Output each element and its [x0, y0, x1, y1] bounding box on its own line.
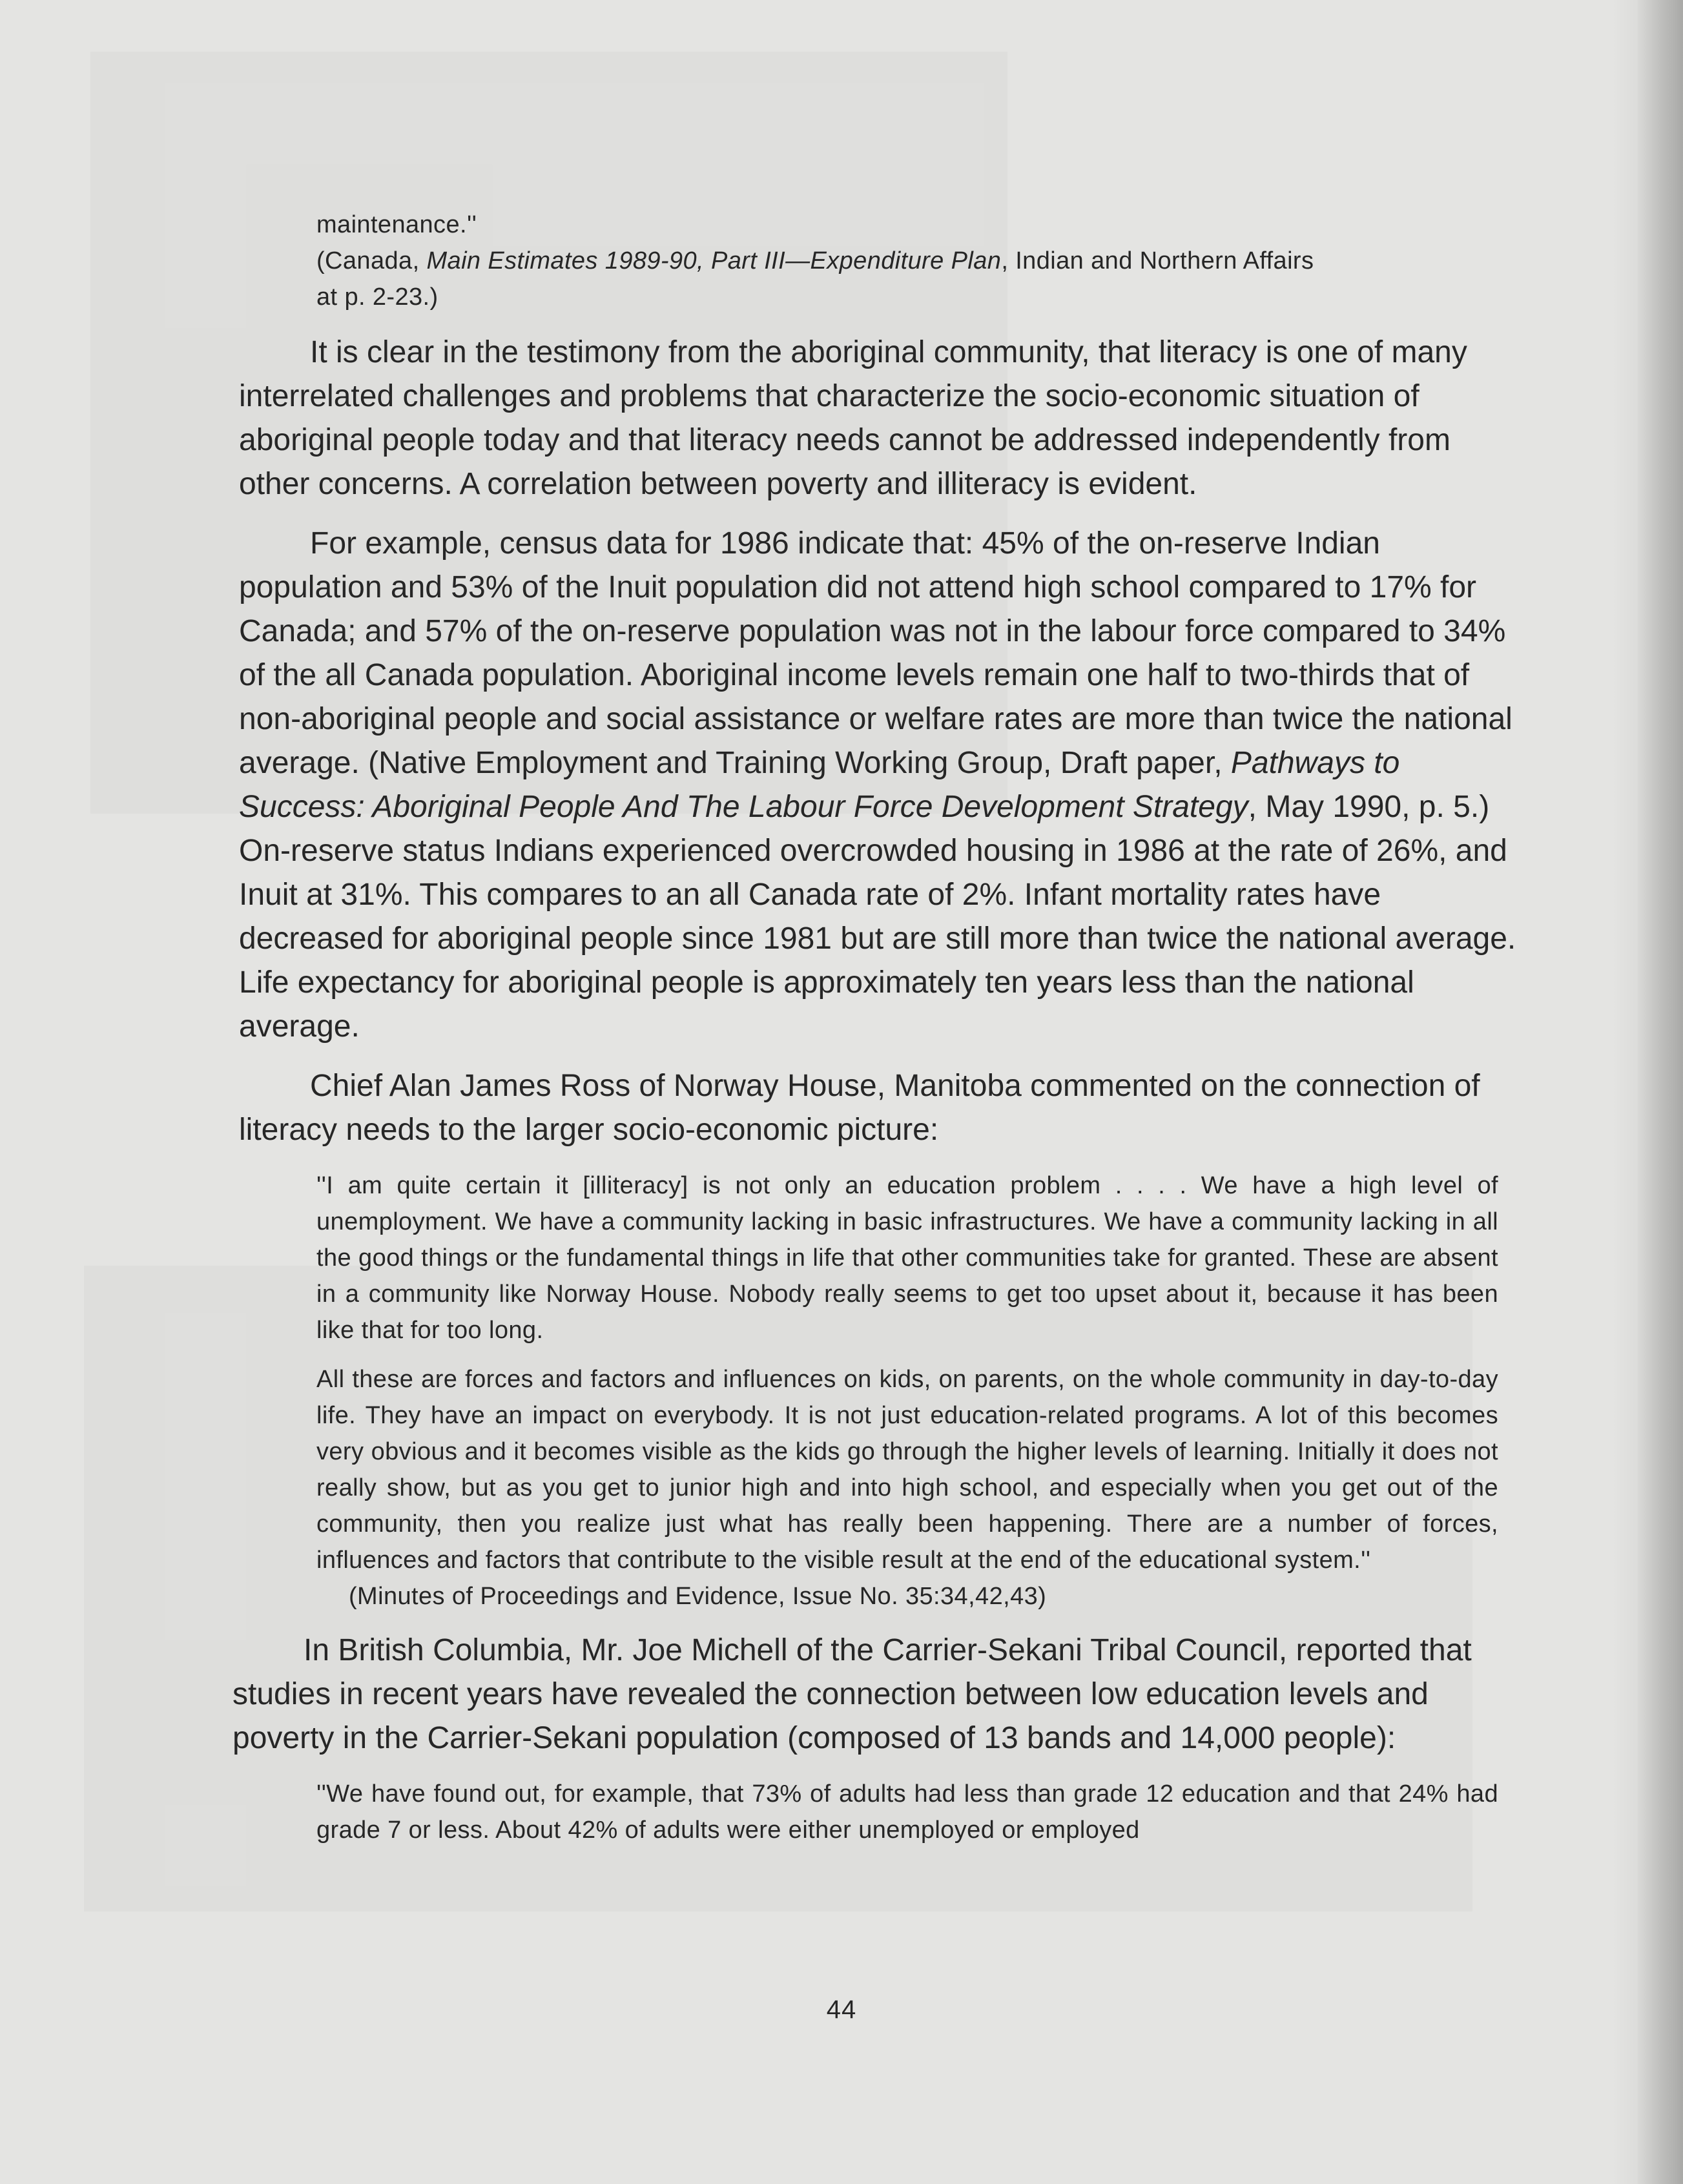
census-text-part1: For example, census data for 1986 indicate that: 45% of the on-reserve Indian population and 53% of the Inuit population did not attend high school compared to 17% for Canada; and 57% of the on-reserve population was not in the labour force compared to 34% of the all Canada population. Aboriginal income levels remain one half to two-thirds that of non-aboriginal people and social assistance or welfare rates are more than twice the national average. (Native Employment and Training Working Group, Draft paper, — [239, 526, 1513, 780]
body-paragraph-chief-ross: Chief Alan James Ross of Norway House, Manitoba commented on the connection of literacy needs to the larger socio-economic picture: — [239, 1069, 1480, 1147]
citation-suffix: , Indian and Northern Affairs — [1001, 247, 1314, 274]
page-edge — [1638, 0, 1683, 2184]
quote-paragraph: All these are forces and factors and influences on kids, on parents, on the whole community in day-to-day life. They have an impact on everybody. It is not just education-related programs. A lot of this becomes very obvious and it becomes visible as the kids go through the higher levels of learning. Initially it does not really show, but as you get to junior high and into high school, and especially when you get out of the community, then you realize just what has really been happening. There are a number of forces, influences and factors that contribute to the visible result at the end of the educational system.'' — [316, 1366, 1498, 1574]
census-text-part2: , May 1990, p. 5.) On-reserve status Indians experienced overcrowded housing in 1986 at the rate of 26%, and Inuit at 31%. This compares to an all Canada rate of 2%. Infant mortality rates have decreased for aboriginal people since 1981 but are still more than twice the national average. Life expectancy for aboriginal people is approximately ten years less than the national average. — [239, 790, 1516, 1044]
quote-paragraph: ''I am quite certain it [illiteracy] is not only an education problem . . . . We have a high level of unemployment. We have a community lacking in basic infrastructures. We have a community lacking in all the good things or the fundamental things in life that other communities take for granted. These are absent in a community like Norway House. Nobody really seems to get too upset about it, because it has been like that for too long. — [316, 1172, 1498, 1344]
body-paragraph-literacy-challenges: It is clear in the testimony from the aboriginal community, that literacy is one of many interrelated challenges and problems that characterize the socio-economic situation of aboriginal people today and that literacy needs cannot be addressed independently from other concerns. A correlation between poverty and illiteracy is evident. — [239, 335, 1467, 501]
quote-citation: (Minutes of Proceedings and Evidence, Issue No. 35:34,42,43) — [349, 1583, 1047, 1610]
quote-paragraph: ''We have found out, for example, that 73% of adults had less than grade 12 education and that 24% had grade 7 or less. About 42% of adults were either unemployed or employed — [316, 1780, 1498, 1844]
page-number: 44 — [826, 1995, 857, 2024]
body-paragraph-british-columbia: In British Columbia, Mr. Joe Michell of the Carrier-Sekani Tribal Council, reported that studies in recent years have revealed the connection between low education levels and poverty in the Carrier-Sekani population (composed of 13 bands and 14,000 people): — [232, 1633, 1472, 1755]
body-paragraph-census-data — [239, 522, 1524, 1049]
page-content — [232, 207, 1524, 1861]
page-gutter-shadow — [1612, 0, 1638, 2184]
continued-quote-ending — [316, 207, 1524, 315]
continued-quote-citation — [316, 243, 1524, 279]
block-quote-carrier-sekani — [316, 1776, 1498, 1848]
citation-page: at p. 2-23.) — [316, 283, 439, 311]
block-quote-norway-house — [316, 1168, 1498, 1614]
citation-prefix: (Canada, — [316, 247, 427, 274]
pathways-title: Pathways to Success: Aboriginal People And The Labour Force Development Strategy — [239, 746, 1400, 824]
continued-quote-line: maintenance.'' — [316, 211, 477, 238]
citation-title: Main Estimates 1989-90, Part III—Expenditure Plan — [426, 247, 1002, 274]
